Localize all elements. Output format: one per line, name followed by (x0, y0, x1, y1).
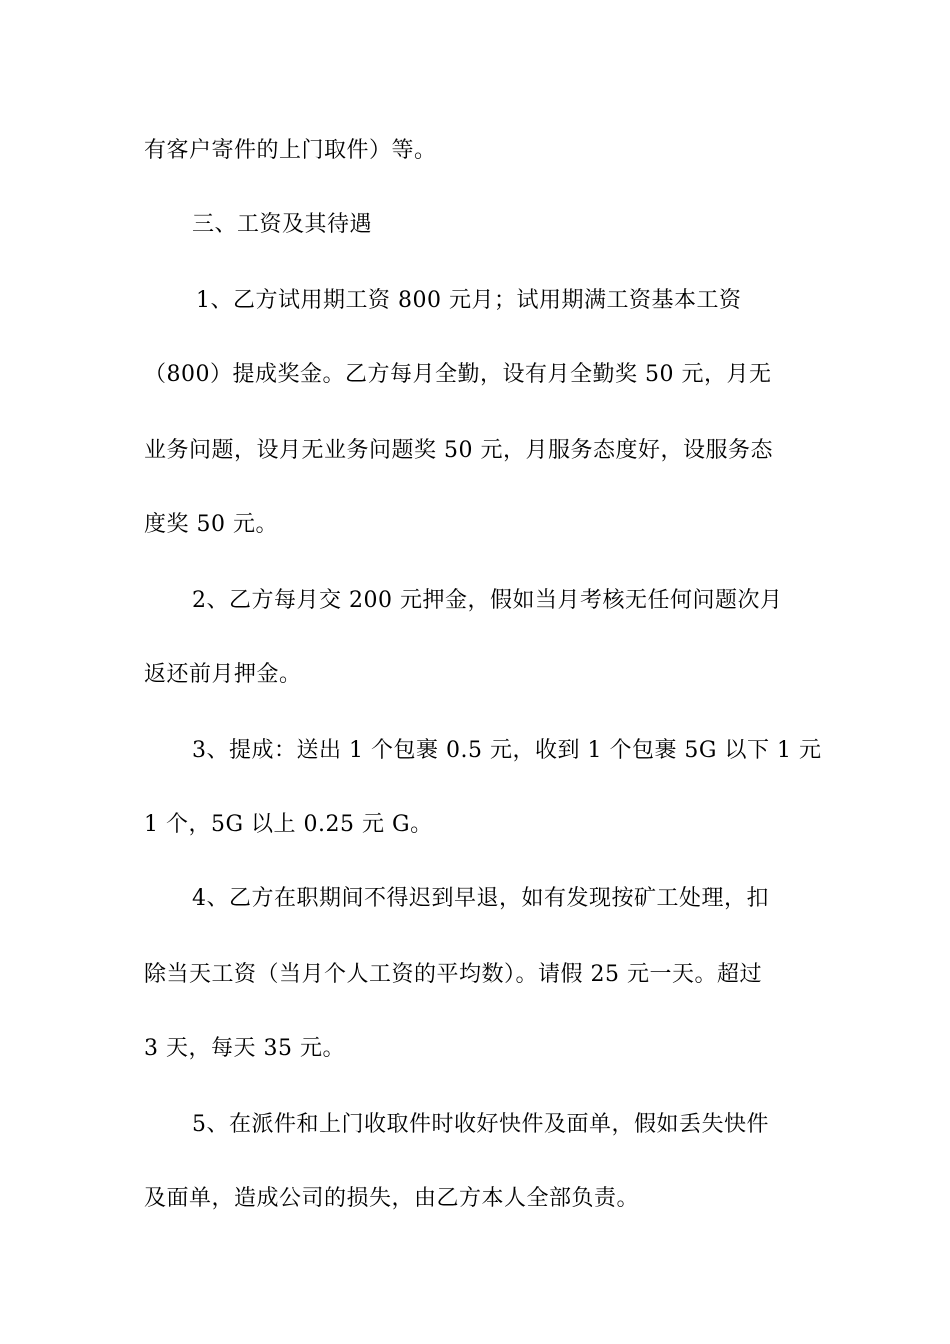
paragraph-line: 除当天工资（当月个人工资的平均数）。请假 25 元一天。超过 (144, 962, 762, 987)
paragraph-line: 有客户寄件的上门取件）等。 (144, 138, 437, 163)
paragraph-line: （800）提成奖金。乙方每月全勤，设有月全勤奖 50 元，月无 (144, 362, 772, 387)
paragraph-line: 度奖 50 元。 (144, 512, 278, 537)
paragraph-line: 业务问题，设月无业务问题奖 50 元，月服务态度好，设服务态 (144, 438, 773, 463)
paragraph-line: 3 天，每天 35 元。 (144, 1036, 345, 1061)
paragraph-line: 3、提成：送出 1 个包裹 0.5 元，收到 1 个包裹 5G 以下 1 元 (192, 738, 822, 763)
paragraph-line: 1、乙方试用期工资 800 元月；试用期满工资基本工资 (196, 288, 742, 313)
paragraph-line: 返还前月押金。 (144, 662, 302, 687)
paragraph-line: 1 个，5G 以上 0.25 元 G。 (144, 812, 433, 837)
paragraph-line: 5、在派件和上门收取件时收好快件及面单，假如丢失快件 (192, 1112, 769, 1137)
paragraph-line: 及面单，造成公司的损失，由乙方本人全部负责。 (144, 1186, 640, 1211)
paragraph-line: 2、乙方每月交 200 元押金，假如当月考核无任何问题次月 (192, 588, 783, 613)
paragraph-line: 4、乙方在职期间不得迟到早退，如有发现按矿工处理，扣 (192, 886, 769, 911)
section-heading: 三、工资及其待遇 (192, 212, 373, 237)
